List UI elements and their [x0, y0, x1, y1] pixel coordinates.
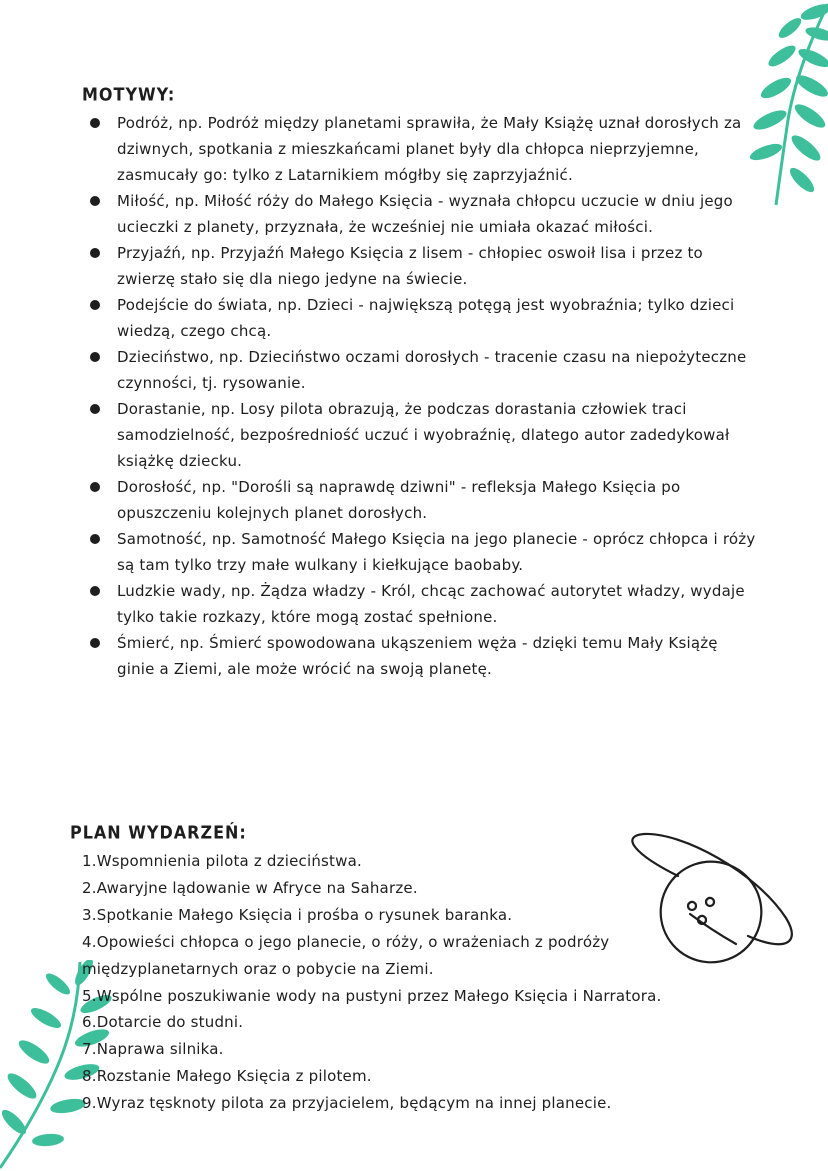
motive-text: Ludzkie wady, np. Żądza władzy - Król, chcąc zachować autorytet władzy, wydaje tylko takie rozkazy, które mogą zostać spełnione. — [117, 582, 745, 626]
bullet-icon — [90, 404, 100, 414]
item-number: 4. — [82, 932, 97, 951]
list-item — [86, 240, 756, 292]
bullet-icon — [90, 534, 100, 544]
list-item — [82, 875, 732, 902]
bullet-icon — [90, 118, 100, 128]
motive-text: Dzieciństwo, np. Dzieciństwo oczami dorosłych - tracenie czasu na niepożyteczne czynności, tj. rysowanie. — [117, 348, 747, 392]
motive-text: Podejście do świata, np. Dzieci - największą potęgą jest wyobraźnia; tylko dzieci wiedzą, czego chcą. — [117, 296, 735, 340]
list-item — [86, 396, 756, 474]
motive-text: Podróż, np. Podróż między planetami sprawiła, że Mały Książę uznał dorosłych za dziwnych, spotkania z mieszkańcami planet były dla chłopca nieprzyjemne, zasmucały go: tylko z Latarnikiem mógłby się zaprzyjaźnić. — [117, 114, 742, 184]
list-item — [82, 1090, 732, 1117]
list-item — [86, 526, 756, 578]
motive-text: Samotność, np. Samotność Małego Księcia na jego planecie - oprócz chłopca i róży są tam tylko trzy małe wulkany i kiełkujące baobaby. — [117, 530, 756, 574]
bullet-icon — [90, 482, 100, 492]
item-number: 5. — [82, 986, 97, 1005]
motive-text: Dorosłość, np. "Dorośli są naprawdę dziwni" - refleksja Małego Księcia po opuszczeniu kolejnych planet dorosłych. — [117, 478, 681, 522]
bullet-icon — [90, 352, 100, 362]
list-item — [82, 848, 732, 875]
list-item — [82, 1063, 732, 1090]
list-item — [82, 1009, 732, 1036]
event-text: Opowieści chłopca o jego planecie, o róży, o wrażeniach z podróży międzyplanetarnych oraz o pobycie na Ziemi. — [82, 932, 610, 978]
list-item — [82, 929, 732, 983]
section-heading-motives: MOTYWY: — [82, 84, 176, 105]
item-number: 9. — [82, 1094, 97, 1113]
bullet-icon — [90, 300, 100, 310]
motive-text: Miłość, np. Miłość róży do Małego Księcia - wyznała chłopcu uczucie w dniu jego ucieczki z planety, przyznała, że wcześniej nie umiała okazać miłości. — [117, 192, 733, 236]
event-text: Wyraz tęsknoty pilota za przyjacielem, będącym na innej planecie. — [96, 1094, 612, 1113]
event-text: Rozstanie Małego Księcia z pilotem. — [96, 1067, 372, 1086]
item-number: 8. — [82, 1067, 97, 1086]
event-text: Awaryjne lądowanie w Afryce na Saharze. — [96, 878, 418, 897]
motive-text: Dorastanie, np. Losy pilota obrazują, że podczas dorastania człowiek traci samodzielność, bezpośredniość uczuć i wyobraźnię, dlatego autor zadedykował książkę dziecku. — [117, 400, 730, 470]
item-number: 6. — [82, 1013, 97, 1032]
bullet-icon — [90, 586, 100, 596]
list-item — [86, 292, 756, 344]
bullet-icon — [90, 638, 100, 648]
event-text: Wspomnienia pilota z dzieciństwa. — [96, 852, 362, 870]
list-item — [86, 578, 756, 630]
item-number: 2. — [82, 878, 97, 897]
bullet-icon — [90, 196, 100, 206]
list-item — [86, 344, 756, 396]
list-item — [86, 630, 756, 682]
motive-text: Śmierć, np. Śmierć spowodowana ukąszeniem węża - dzięki temu Mały Książę ginie a Ziemi, ale może wrócić na swoją planetę. — [117, 634, 718, 678]
event-text: Spotkanie Małego Księcia i prośba o rysunek baranka. — [96, 905, 513, 924]
list-item — [82, 983, 732, 1010]
motives-list — [86, 110, 756, 682]
plan-list — [82, 848, 732, 1117]
list-item — [86, 474, 756, 526]
item-number: 7. — [82, 1040, 97, 1059]
bullet-icon — [90, 248, 100, 258]
list-item — [82, 902, 732, 929]
event-text: Naprawa silnika. — [96, 1040, 224, 1059]
section-heading-plan: PLAN WYDARZEŃ: — [70, 822, 247, 843]
list-item — [86, 188, 756, 240]
item-number: 1. — [82, 852, 97, 870]
item-number: 3. — [82, 905, 97, 924]
motive-text: Przyjaźń, np. Przyjaźń Małego Księcia z lisem - chłopiec oswoił lisa i przez to zwierzę stało się dla niego jedyne na świecie. — [117, 244, 703, 288]
list-item — [86, 110, 756, 188]
event-text: Dotarcie do studni. — [96, 1013, 244, 1032]
list-item — [82, 1036, 732, 1063]
event-text: Wspólne poszukiwanie wody na pustyni przez Małego Księcia i Narratora. — [96, 986, 662, 1005]
